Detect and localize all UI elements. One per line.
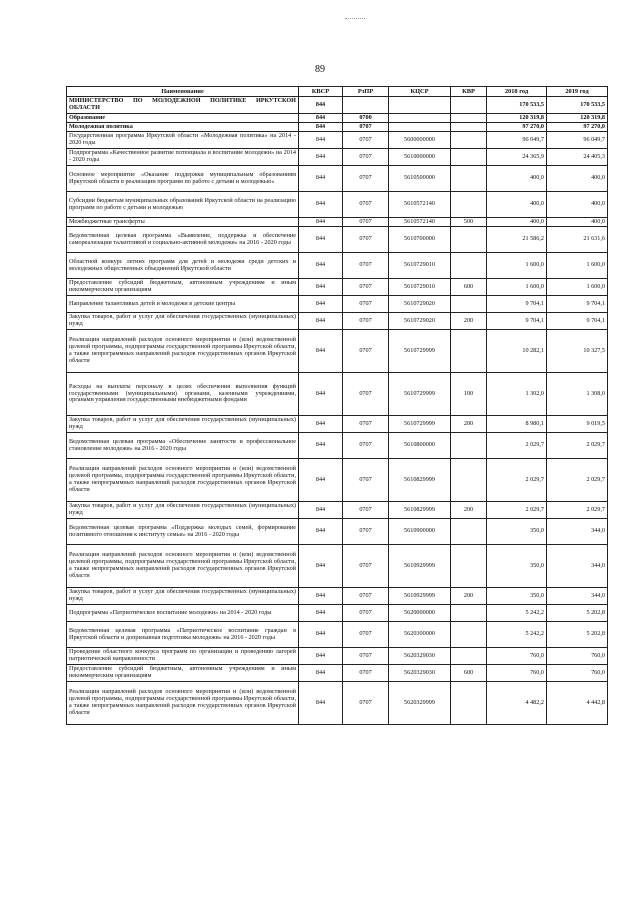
row-amount-2019: 760,0: [547, 665, 608, 682]
row-amount-2018: 400,0: [487, 166, 547, 192]
row-kvr: 200: [451, 416, 487, 433]
row-rzpr: [343, 97, 389, 114]
row-kvsr: 844: [299, 123, 343, 132]
table-row: [67, 227, 608, 253]
row-rzpr: 0707: [343, 166, 389, 192]
row-amount-2018: 120 319,8: [487, 114, 547, 123]
row-name: Областной конкурс летних программ для детей и молодежи среди детских и молодежных общественных объединений Иркутской области: [67, 253, 299, 279]
row-name: Реализация направлений расходов основного мероприятия и (или) ведомственной целевой программы, подпрограммы государственной программы Иркутской области, а также непрограммных направлений расходов государственных органов Иркутской области: [67, 459, 299, 502]
row-kvsr: 844: [299, 227, 343, 253]
row-rzpr: 0707: [343, 459, 389, 502]
row-name: Реализация направлений расходов основного мероприятия и (или) ведомственной целевой программы, подпрограммы государственной программы Иркутской области, а также непрограммных направлений расходов государственных органов Иркутской области: [67, 330, 299, 373]
row-name: Закупка товаров, работ и услуг для обеспечения государственных (муниципальных) нужд: [67, 588, 299, 605]
row-rzpr: 0707: [343, 433, 389, 459]
table-row: [67, 373, 608, 416]
row-kvr: [451, 622, 487, 648]
row-amount-2019: 24 405,3: [547, 149, 608, 166]
row-rzpr: 0707: [343, 313, 389, 330]
table-row: [67, 296, 608, 313]
row-kcsr: 5620000000: [389, 605, 451, 622]
row-kvr: 600: [451, 665, 487, 682]
row-kvr: [451, 459, 487, 502]
row-kvr: [451, 166, 487, 192]
row-name: Ведомственная целевая программа «Патриотическое воспитание граждан в Иркутской области и допризывная подготовка молодежи» на 2016 - 2020 годы: [67, 622, 299, 648]
table-row: [67, 622, 608, 648]
row-amount-2018: 21 586,2: [487, 227, 547, 253]
row-kcsr: 5610900000: [389, 519, 451, 545]
row-name: Ведомственная целевая программа «Обеспечение занятости и профессиональное становление молодежи» на 2016 - 2020 годы: [67, 433, 299, 459]
row-kvsr: 844: [299, 459, 343, 502]
table-row: [67, 502, 608, 519]
table-row: [67, 605, 608, 622]
table-row: [67, 416, 608, 433]
row-amount-2018: 5 242,2: [487, 605, 547, 622]
row-kvsr: 844: [299, 605, 343, 622]
row-rzpr: 0707: [343, 682, 389, 725]
row-name: Предоставление субсидий бюджетным, автономным учреждениям и иным некоммерческим организациям: [67, 665, 299, 682]
row-kvsr: 844: [299, 682, 343, 725]
row-kcsr: 5610729999: [389, 330, 451, 373]
table-row: [67, 588, 608, 605]
row-kcsr: 5610729010: [389, 253, 451, 279]
row-kvr: [451, 97, 487, 114]
row-name: Направление талантливых детей и молодежи в детские центры: [67, 296, 299, 313]
row-amount-2019: 9 704,1: [547, 313, 608, 330]
row-kcsr: [389, 114, 451, 123]
row-amount-2019: 344,0: [547, 588, 608, 605]
row-amount-2018: 400,0: [487, 192, 547, 218]
row-kvr: 200: [451, 502, 487, 519]
row-rzpr: 0707: [343, 373, 389, 416]
row-rzpr: 0707: [343, 545, 389, 588]
table-row: [67, 665, 608, 682]
row-kvsr: 844: [299, 132, 343, 149]
row-amount-2018: 760,0: [487, 665, 547, 682]
row-amount-2019: 9 704,1: [547, 296, 608, 313]
table-row: [67, 218, 608, 227]
row-amount-2019: 400,0: [547, 192, 608, 218]
row-rzpr: 0700: [343, 114, 389, 123]
row-name: Закупка товаров, работ и услуг для обеспечения государственных (муниципальных) нужд: [67, 416, 299, 433]
row-kvsr: 844: [299, 149, 343, 166]
row-name: Основное мероприятие «Оказание поддержки муниципальным образованиям Иркутской области в реализации программ по работе с детьми и молодежью»: [67, 166, 299, 192]
row-rzpr: 0707: [343, 665, 389, 682]
scan-artifact: [345, 18, 365, 20]
row-amount-2018: 4 482,2: [487, 682, 547, 725]
table-row: [67, 545, 608, 588]
table-row: [67, 149, 608, 166]
row-kvsr: 844: [299, 279, 343, 296]
row-name: Субсидии бюджетам муниципальных образований Иркутской области на реализацию программ по работе с детьми и молодежью: [67, 192, 299, 218]
col-header-2018: 2018 год: [487, 87, 547, 97]
row-amount-2018: 760,0: [487, 648, 547, 665]
row-kcsr: 5610729010: [389, 279, 451, 296]
row-kvr: [451, 114, 487, 123]
col-header-rzpr: РзПР: [343, 87, 389, 97]
table-row: [67, 459, 608, 502]
row-kvr: [451, 132, 487, 149]
row-name: Ведомственная целевая программа «Выявление, поддержка и обеспечение самореализации талантливой и социально-активной молодежи» на 2016 - 2020 годы: [67, 227, 299, 253]
row-rzpr: 0707: [343, 502, 389, 519]
row-amount-2019: 400,0: [547, 218, 608, 227]
row-amount-2019: 21 631,6: [547, 227, 608, 253]
row-kcsr: 5610729999: [389, 373, 451, 416]
row-kvr: [451, 296, 487, 313]
table-row: [67, 192, 608, 218]
row-name: Государственная программа Иркутской области «Молодежная политика» на 2014 - 2020 годы: [67, 132, 299, 149]
row-amount-2019: 1 600,0: [547, 279, 608, 296]
row-kcsr: 5620329999: [389, 682, 451, 725]
row-kvr: [451, 433, 487, 459]
col-header-kcsr: КЦСР: [389, 87, 451, 97]
row-kcsr: 5610729020: [389, 313, 451, 330]
row-amount-2018: 170 533,5: [487, 97, 547, 114]
row-rzpr: 0707: [343, 622, 389, 648]
row-kvsr: 844: [299, 192, 343, 218]
row-rzpr: 0707: [343, 519, 389, 545]
row-name: Подпрограмма «Качественное развитие потенциала и воспитание молодежи» на 2014 - 2020 годы: [67, 149, 299, 166]
row-kvsr: 844: [299, 218, 343, 227]
row-kvsr: 844: [299, 665, 343, 682]
row-kcsr: 5610729999: [389, 416, 451, 433]
table-row: [67, 253, 608, 279]
row-amount-2019: 344,0: [547, 545, 608, 588]
table-row: [67, 132, 608, 149]
row-amount-2019: 5 202,8: [547, 605, 608, 622]
row-amount-2018: 1 600,0: [487, 253, 547, 279]
row-amount-2019: 760,0: [547, 648, 608, 665]
row-rzpr: 0707: [343, 149, 389, 166]
row-kvr: 100: [451, 373, 487, 416]
row-amount-2018: 97 270,0: [487, 123, 547, 132]
row-amount-2019: 4 442,8: [547, 682, 608, 725]
row-rzpr: 0707: [343, 227, 389, 253]
row-kcsr: 5610829999: [389, 459, 451, 502]
row-name: Образование: [67, 114, 299, 123]
row-amount-2018: 400,0: [487, 218, 547, 227]
row-kvsr: 844: [299, 519, 343, 545]
row-kvsr: 844: [299, 253, 343, 279]
row-kvsr: 844: [299, 296, 343, 313]
table-row: [67, 114, 608, 123]
row-kvr: 200: [451, 313, 487, 330]
row-kvr: [451, 682, 487, 725]
row-rzpr: 0707: [343, 296, 389, 313]
row-kvsr: 844: [299, 114, 343, 123]
row-kvr: 200: [451, 588, 487, 605]
row-kvr: [451, 545, 487, 588]
row-amount-2019: 120 319,8: [547, 114, 608, 123]
row-kvsr: 844: [299, 313, 343, 330]
row-amount-2019: 10 327,5: [547, 330, 608, 373]
table-row: [67, 433, 608, 459]
row-rzpr: 0707: [343, 279, 389, 296]
table-row: [67, 313, 608, 330]
row-kvsr: 844: [299, 97, 343, 114]
row-name: Закупка товаров, работ и услуг для обеспечения государственных (муниципальных) нужд: [67, 313, 299, 330]
row-amount-2019: 400,0: [547, 166, 608, 192]
row-kcsr: 5610829999: [389, 502, 451, 519]
row-amount-2019: 1 308,0: [547, 373, 608, 416]
row-kvsr: 844: [299, 545, 343, 588]
col-header-kvr: КВР: [451, 87, 487, 97]
row-kcsr: 5610000000: [389, 149, 451, 166]
row-amount-2019: 2 029,7: [547, 433, 608, 459]
row-kcsr: 5610572140: [389, 192, 451, 218]
row-amount-2018: 350,0: [487, 588, 547, 605]
row-amount-2019: 170 533,5: [547, 97, 608, 114]
row-kvsr: 844: [299, 416, 343, 433]
row-rzpr: 0707: [343, 648, 389, 665]
row-rzpr: 0707: [343, 253, 389, 279]
row-kcsr: 5600000000: [389, 132, 451, 149]
row-kvr: [451, 253, 487, 279]
row-amount-2019: 97 270,0: [547, 123, 608, 132]
row-kcsr: 5610929999: [389, 545, 451, 588]
table-row: [67, 97, 608, 114]
row-rzpr: 0707: [343, 588, 389, 605]
row-kvr: [451, 330, 487, 373]
row-name: Межбюджетные трансферты: [67, 218, 299, 227]
row-amount-2018: 8 980,1: [487, 416, 547, 433]
row-name: Реализация направлений расходов основного мероприятия и (или) ведомственной целевой программы, подпрограммы государственной программы Иркутской области, а также непрограммных направлений расходов государственных органов Иркутской области: [67, 545, 299, 588]
row-kvsr: 844: [299, 330, 343, 373]
row-rzpr: 0707: [343, 192, 389, 218]
row-kvsr: 844: [299, 433, 343, 459]
row-amount-2018: 2 029,7: [487, 502, 547, 519]
row-amount-2018: 9 704,1: [487, 296, 547, 313]
row-amount-2018: 2 029,7: [487, 459, 547, 502]
row-amount-2018: 9 704,1: [487, 313, 547, 330]
row-name: Подпрограмма «Патриотическое воспитание молодежи» на 2014 - 2020 годы: [67, 605, 299, 622]
row-amount-2019: 1 600,0: [547, 253, 608, 279]
row-rzpr: 0707: [343, 132, 389, 149]
row-name: Молодежная политика: [67, 123, 299, 132]
row-kcsr: 5620329030: [389, 665, 451, 682]
row-amount-2019: 5 202,8: [547, 622, 608, 648]
row-kcsr: 5610700000: [389, 227, 451, 253]
row-kcsr: [389, 97, 451, 114]
row-name: Проведение областного конкурса программ по организации и проведению лагерей патриотической направленности: [67, 648, 299, 665]
row-kcsr: 5620300000: [389, 622, 451, 648]
row-rzpr: 0707: [343, 123, 389, 132]
row-kvr: [451, 227, 487, 253]
row-kcsr: 5610572140: [389, 218, 451, 227]
row-name: Закупка товаров, работ и услуг для обеспечения государственных (муниципальных) нужд: [67, 502, 299, 519]
row-rzpr: 0707: [343, 605, 389, 622]
row-kcsr: 5610800000: [389, 433, 451, 459]
row-name: Реализация направлений расходов основного мероприятия и (или) ведомственной целевой программы, подпрограммы государственной программы Иркутской области, а также непрограммных направлений расходов государственных органов Иркутской области: [67, 682, 299, 725]
row-kvr: [451, 519, 487, 545]
table-row: [67, 682, 608, 725]
row-kvsr: 844: [299, 648, 343, 665]
table-row: [67, 519, 608, 545]
row-kvr: [451, 149, 487, 166]
row-kvsr: 844: [299, 502, 343, 519]
page-number: 89: [315, 64, 325, 75]
row-amount-2018: 1 600,0: [487, 279, 547, 296]
table-row: [67, 648, 608, 665]
row-amount-2018: 96 049,7: [487, 132, 547, 149]
row-kvsr: 844: [299, 166, 343, 192]
row-kcsr: 5610500000: [389, 166, 451, 192]
row-kvr: [451, 648, 487, 665]
row-amount-2018: 350,0: [487, 519, 547, 545]
row-amount-2019: 9 019,5: [547, 416, 608, 433]
row-kvr: [451, 123, 487, 132]
row-rzpr: 0707: [343, 330, 389, 373]
row-kcsr: [389, 123, 451, 132]
row-kvsr: 844: [299, 622, 343, 648]
row-rzpr: 0707: [343, 218, 389, 227]
table-row: [67, 166, 608, 192]
row-kcsr: 5610929999: [389, 588, 451, 605]
row-kvsr: 844: [299, 588, 343, 605]
row-amount-2019: 2 029,7: [547, 459, 608, 502]
row-amount-2019: 96 049,7: [547, 132, 608, 149]
row-amount-2018: 10 282,1: [487, 330, 547, 373]
row-kvr: [451, 605, 487, 622]
col-header-2019: 2019 год: [547, 87, 608, 97]
row-amount-2019: 344,0: [547, 519, 608, 545]
table-body: [67, 97, 608, 725]
row-name: МИНИСТЕРСТВО ПО МОЛОДЕЖНОЙ ПОЛИТИКЕ ИРКУТСКОЙ ОБЛАСТИ: [67, 97, 299, 114]
row-amount-2018: 24 365,9: [487, 149, 547, 166]
row-amount-2018: 1 302,0: [487, 373, 547, 416]
row-kvsr: 844: [299, 373, 343, 416]
row-kvr: 500: [451, 218, 487, 227]
row-name: Предоставление субсидий бюджетным, автономным учреждениям и иным некоммерческим организациям: [67, 279, 299, 296]
row-kvr: 600: [451, 279, 487, 296]
table-row: [67, 330, 608, 373]
row-rzpr: 0707: [343, 416, 389, 433]
row-name: Ведомственная целевая программа «Поддержка молодых семей, формирование позитивного отношения к институту семьи» на 2016 - 2020 годы: [67, 519, 299, 545]
table-header-row: [67, 87, 608, 97]
budget-table: [66, 86, 608, 725]
col-header-kvsr: КВСР: [299, 87, 343, 97]
row-name: Расходы на выплаты персоналу в целях обеспечения выполнения функций государственными (муниципальными) органами, казенными учреждениями, органами управления государственными внебюджетными фондами: [67, 373, 299, 416]
row-amount-2019: 2 029,7: [547, 502, 608, 519]
row-amount-2018: 5 242,2: [487, 622, 547, 648]
table-row: [67, 123, 608, 132]
row-kcsr: 5610729020: [389, 296, 451, 313]
row-amount-2018: 350,0: [487, 545, 547, 588]
row-kvr: [451, 192, 487, 218]
row-amount-2018: 2 029,7: [487, 433, 547, 459]
col-header-name: Наименование: [67, 87, 299, 97]
row-kcsr: 5620329030: [389, 648, 451, 665]
table-row: [67, 279, 608, 296]
